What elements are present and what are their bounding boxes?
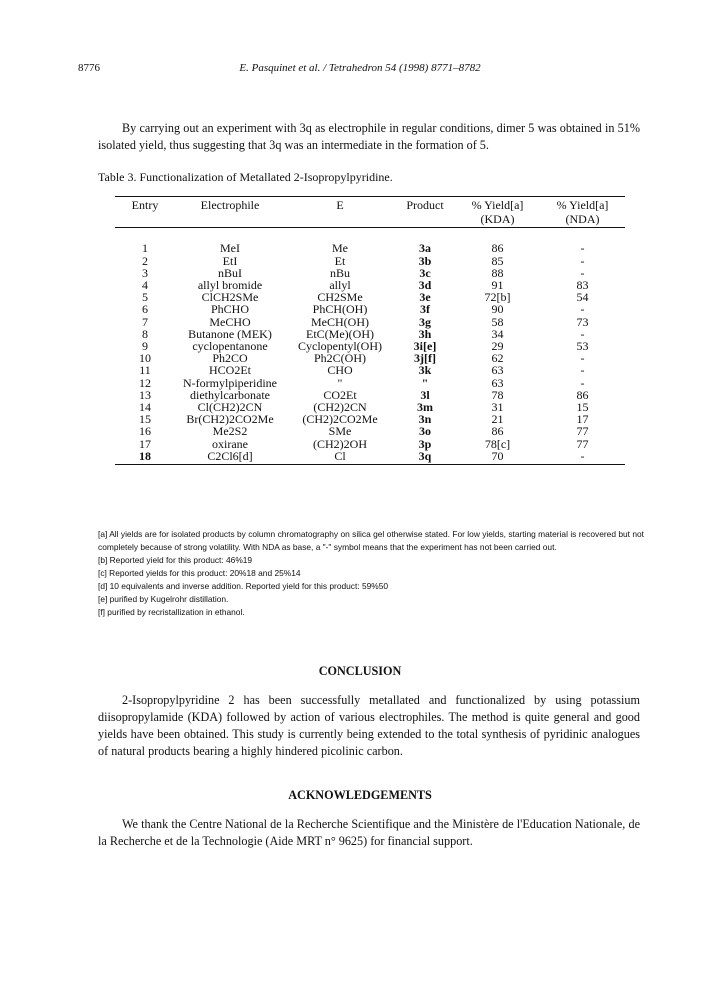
intro-paragraph: By carrying out an experiment with 3q as electrophile in regular conditions, dimer 5 was obtained in 51% isolated yield, thus suggesting that 3q was an intermediate in the formation of 5.	[98, 121, 640, 152]
cell-entry: 17	[139, 436, 151, 451]
acknowledgements-heading: ACKNOWLEDGEMENTS	[288, 788, 432, 802]
cell-e: Ph2C(OH)	[313, 351, 366, 366]
running-header-citation: E. Pasquinet et al. / Tetrahedron 54 (1998) 8771–8782	[239, 62, 481, 74]
cell-yield-nda: 54	[576, 290, 589, 305]
table-row	[115, 340, 625, 352]
cell-entry: 1	[142, 241, 148, 256]
cell-electrophile: PhCHO	[210, 302, 249, 317]
cell-product: 3o	[419, 424, 431, 439]
table-row	[115, 291, 625, 303]
cell-entry: 9	[142, 339, 148, 354]
cell-entry: 10	[139, 351, 151, 366]
cell-product: 3f	[420, 302, 430, 317]
cell-yield-kda: 86	[491, 424, 504, 439]
cell-electrophile: oxirane	[212, 436, 248, 451]
cell-electrophile: ClCH2SMe	[201, 290, 259, 305]
cell-electrophile: C2Cl6[d]	[175, 450, 285, 465]
cell-entry: 6	[142, 302, 148, 317]
table-footnotes	[98, 528, 644, 619]
table-row	[115, 450, 625, 465]
cell-yield-kda: 29	[491, 339, 504, 354]
table-row	[115, 303, 625, 315]
cell-product: 3i[e]	[413, 339, 437, 354]
cell-e: MeCH(OH)	[311, 314, 369, 329]
cell-yield-nda: 86	[576, 387, 589, 402]
cell-product: 3l	[420, 387, 430, 402]
cell-e: CH2SMe	[317, 290, 363, 305]
cell-entry: 11	[139, 363, 151, 378]
cell-yield-nda: 17	[576, 412, 589, 427]
cell-electrophile: Br(CH2)2CO2Me	[186, 412, 274, 427]
cell-yield-kda: 78[c]	[484, 436, 511, 451]
cell-e: CHO	[327, 363, 353, 378]
cell-entry: 4	[142, 278, 148, 293]
cell-electrophile: N-formylpiperidine	[183, 375, 277, 390]
cell-yield-nda: -	[580, 253, 585, 268]
cell-e: SMe	[328, 424, 352, 439]
cell-electrophile: Ph2CO	[212, 351, 248, 366]
col-header-electrophile: Electrophile	[175, 197, 285, 213]
cell-yield-kda: 86	[491, 241, 504, 256]
conclusion-heading: CONCLUSION	[318, 664, 402, 678]
cell-electrophile: diethylcarbonate	[190, 387, 270, 402]
cell-yield-kda: 88	[491, 265, 504, 280]
cell-product: 3k	[418, 363, 432, 378]
cell-product: "	[421, 375, 429, 390]
cell-product: 3h	[418, 326, 432, 341]
cell-yield-nda: 83	[576, 278, 589, 293]
col-header-entry: Entry	[115, 197, 175, 213]
cell-electrophile: Butanone (MEK)	[188, 326, 272, 341]
cell-product: 3p	[418, 436, 432, 451]
cell-e: Me	[332, 241, 348, 256]
footnote-a: [a] All yields are for isolated products by column chromatography on silica gel otherwise stated. For low yields, starting material is recovered but not completely because of strong volatility. With NDA as base, a "-" symbol means that the experiment has not been carried out.	[98, 529, 644, 552]
col-header-yield-kda: % Yield[a]	[455, 197, 540, 213]
cell-electrophile: cyclopentanone	[192, 339, 268, 354]
cell-yield-kda: 21	[491, 412, 504, 427]
cell-e: Et	[334, 253, 346, 268]
cell-yield-nda: -	[580, 302, 585, 317]
page-number: 8776	[78, 62, 100, 74]
cell-yield-nda: 77	[576, 424, 589, 439]
cell-yield-nda: -	[580, 375, 585, 390]
cell-e: (CH2)2CO2Me	[302, 412, 378, 427]
cell-product: 3g	[419, 314, 431, 329]
cell-entry: 15	[139, 412, 151, 427]
footnote-c: [c] Reported yields for this product: 20%18 and 25%14	[98, 568, 301, 578]
cell-electrophile: allyl bromide	[197, 278, 263, 293]
table-caption: Table 3. Functionalization of Metallated 2-Isopropylpyridine.	[98, 170, 393, 184]
cell-product: 3j[f]	[414, 351, 436, 366]
cell-e: (CH2)2CN	[313, 400, 367, 415]
cell-yield-nda: -	[580, 363, 585, 378]
cell-yield-kda: 31	[491, 400, 504, 415]
cell-entry: 7	[142, 314, 148, 329]
cell-yield-kda: 91	[491, 278, 504, 293]
cell-yield-kda: 70	[455, 450, 540, 465]
table-row	[115, 389, 625, 401]
cell-product: 3d	[418, 278, 432, 293]
cell-yield-kda: 62	[491, 351, 504, 366]
cell-e: PhCH(OH)	[312, 302, 368, 317]
col-header-product: Product	[395, 197, 455, 213]
cell-yield-nda: 77	[576, 436, 589, 451]
col-subheader-nda: (NDA)	[540, 212, 625, 228]
table-row	[115, 425, 625, 437]
cell-electrophile: Me2S2	[212, 424, 248, 439]
cell-yield-nda: 73	[576, 314, 589, 329]
cell-yield-kda: 78	[491, 387, 504, 402]
cell-entry: 2	[142, 253, 148, 268]
cell-entry: 14	[139, 400, 151, 415]
cell-entry: 5	[142, 290, 148, 305]
cell-electrophile: nBuI	[218, 265, 242, 280]
cell-yield-nda: -	[580, 265, 585, 280]
cell-e: CO2Et	[323, 387, 357, 402]
col-subheader-kda: (KDA)	[455, 212, 540, 228]
cell-product: 3n	[418, 412, 432, 427]
cell-e: "	[337, 375, 343, 390]
cell-e: Cl	[285, 450, 395, 465]
cell-yield-kda: 34	[491, 326, 504, 341]
cell-yield-kda: 63	[491, 363, 504, 378]
cell-e: EtC(Me)(OH)	[306, 326, 374, 341]
table-row	[115, 316, 625, 328]
cell-product: 3b	[418, 253, 432, 268]
cell-electrophile: HCO2Et	[209, 363, 251, 378]
table-row	[115, 438, 625, 450]
cell-e: allyl	[329, 278, 351, 293]
col-header-e: E	[285, 197, 395, 213]
cell-yield-nda: -	[580, 241, 585, 256]
cell-yield-kda: 72[b]	[484, 290, 511, 305]
cell-entry: 16	[139, 424, 151, 439]
cell-product: 3e	[419, 290, 431, 305]
table-row	[115, 255, 625, 267]
cell-yield-kda: 63	[491, 375, 504, 390]
cell-electrophile: MeI	[220, 241, 240, 256]
cell-yield-kda: 85	[491, 253, 504, 268]
table-row	[115, 364, 625, 376]
table-row	[115, 352, 625, 364]
cell-e: Cyclopentyl(OH)	[298, 339, 382, 354]
footnote-d: [d] 10 equivalents and inverse addition. Reported yield for this product: 59%50	[98, 581, 389, 591]
table-row	[115, 413, 625, 425]
cell-yield-kda: 90	[491, 302, 504, 317]
cell-entry: 13	[139, 387, 151, 402]
cell-product: 3q	[395, 450, 455, 465]
cell-yield-nda: 53	[576, 339, 589, 354]
col-header-yield-nda: % Yield[a]	[540, 197, 625, 213]
cell-product: 3m	[417, 400, 433, 415]
table-row	[115, 279, 625, 291]
cell-yield-nda: -	[540, 450, 625, 465]
footnote-e: [e] purified by Kugelrohr distillation.	[98, 594, 229, 604]
cell-entry: 18	[115, 450, 175, 465]
cell-electrophile: MeCHO	[209, 314, 251, 329]
cell-e: nBu	[329, 265, 350, 280]
cell-product: 3c	[419, 265, 431, 280]
cell-yield-nda: -	[580, 326, 585, 341]
cell-entry: 8	[142, 326, 148, 341]
footnote-f: [f] purified by recristallization in ethanol.	[98, 607, 245, 617]
cell-yield-nda: -	[580, 351, 585, 366]
cell-entry: 3	[142, 265, 148, 280]
cell-e: (CH2)2OH	[313, 436, 367, 451]
cell-yield-nda: 15	[576, 400, 589, 415]
table-row	[115, 242, 625, 254]
cell-electrophile: Cl(CH2)2CN	[197, 400, 263, 415]
table-row	[115, 267, 625, 279]
table-row	[115, 377, 625, 389]
footnote-b: [b] Reported yield for this product: 46%19	[98, 555, 253, 565]
cell-yield-kda: 58	[491, 314, 504, 329]
cell-electrophile: EtI	[222, 253, 238, 268]
cell-product: 3a	[419, 241, 431, 256]
conclusion-paragraph: 2-Isopropylpyridine 2 has been successfully metallated and functionalized by using potassium diisopropylamide (KDA) followed by action of various electrophiles. The method is quite general and good yields have been obtained. This study is currently being extended to the total synthesis of pyridinic analogues of natural products bearing a highly hindered picolinic carbon.	[98, 693, 640, 758]
acknowledgements-paragraph: We thank the Centre National de la Recherche Scientifique and the Ministère de l'Education Nationale, de la Recherche et de la Technologie (Aide MRT n° 9625) for financial support.	[98, 817, 640, 848]
cell-entry: 12	[139, 375, 151, 390]
results-table	[115, 196, 625, 465]
